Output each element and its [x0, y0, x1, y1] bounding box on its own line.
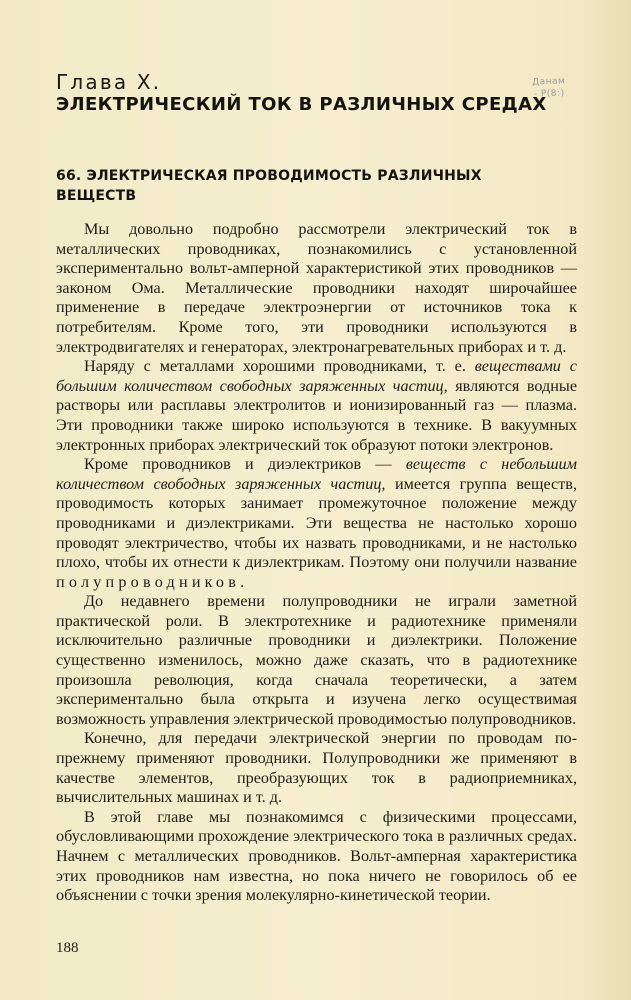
- paragraph-4: До недавнего времени полупроводники не играли заметной практической роли. В электротехнике и радиотехнике применяли исключительно различные проводники и диэлектрики. Положение существенно изменилось, можно даже сказать, что в радиотехнике произошла революция, когда сначала теоретически, а затем экспериментально была открыта и изучена легко осуществимая возможность управления электрической проводимостью полупроводников.: [56, 592, 577, 728]
- section-title: 66. ЭЛЕКТРИЧЕСКАЯ ПРОВОДИМОСТЬ РАЗЛИЧНЫХ ВЕЩЕСТВ: [56, 168, 482, 204]
- paragraph-3-spaced-term: полупроводников.: [56, 572, 249, 591]
- paragraph-3-start: Кроме проводников и диэлектриков —: [84, 455, 406, 474]
- paragraph-2-end: являются водные растворы или расплавы электролитов и ионизированный газ — плазма. Эти проводники также широко используются в технике. В вакуумных электронных приборах электрический ток образуют потоки электронов.: [56, 376, 577, 454]
- chapter-label: Глава X.: [56, 70, 162, 94]
- paragraph-2: [56, 357, 577, 455]
- body-text: [56, 220, 577, 906]
- paragraph-5: Конечно, для передачи электрической энергии по проводам по-прежнему применяют проводники. Полупроводники же применяют в качестве элементов, преобразующих ток в радиоприемниках, вычислительных машинах и т. д.: [56, 729, 577, 807]
- paragraph-1: Мы довольно подробно рассмотрели электрический ток в металлических проводниках, познакомились с установленной экспериментально вольт-амперной характеристикой этих проводников — законом Ома. Металлические проводники находят широчайшее применение в передаче электроэнергии от источников тока к потребителям. Кроме того, эти проводники используются в электродвигателях и генераторах, электронагревательных приборах и т. д.: [56, 220, 577, 356]
- page-number: 188: [56, 940, 79, 956]
- paragraph-6: В этой главе мы познакомимся с физическими процессами, обусловливающими прохождение электрического тока в различных средах. Начнем с металлических проводников. Вольт-амперная характеристика этих проводников нам известна, но пока ничего не говорилось об ее объяснении с точки зрения молекулярно-кинетической теории.: [56, 807, 577, 905]
- paragraph-3-emphasis: веществ с небольшим количеством свободных заряженных частиц,: [56, 455, 577, 493]
- stamp-line-2: - Р(8:): [533, 88, 565, 100]
- paragraph-3-middle: имеется группа веществ, проводимость которых занимает промежуточное положение между проводниками и диэлектриками. Эти вещества не настолько хорошо проводят электричество, чтобы их назвать проводниками, и не настолько плохо, чтобы их отнести к диэлектрикам. Поэтому они получили название: [56, 474, 577, 572]
- paragraph-2-emphasis: веществами с большим количеством свободных заряженных частиц,: [56, 357, 577, 395]
- chapter-title: ЭЛЕКТРИЧЕСКИЙ ТОК В РАЗЛИЧНЫХ СРЕДАХ: [56, 94, 547, 115]
- stamp-line-1: Данам: [532, 76, 566, 88]
- paragraph-3: [56, 455, 577, 592]
- paragraph-2-start: Наряду с металлами хорошими проводниками, т. е.: [84, 357, 475, 376]
